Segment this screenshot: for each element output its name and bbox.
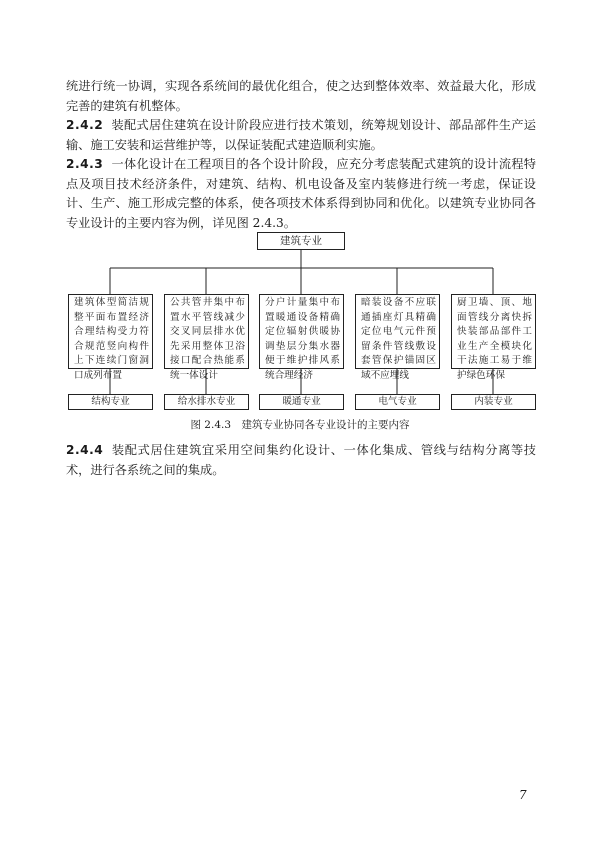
electrical-label-box: 电气专业	[355, 394, 440, 410]
plumbing-label-box: 给水排水专业	[164, 394, 249, 410]
electrical-content-box: 暗装设备不应联通插座灯具精确定位电气元件预留条件管线敷设套管保护锚固区域不应埋线	[355, 294, 440, 369]
paragraph-2-4-4	[66, 441, 536, 480]
clause-number: 2.4.2	[66, 118, 104, 132]
figure-caption: 图 2.4.3 建筑专业协同各专业设计的主要内容	[190, 419, 410, 431]
top-discipline-box: 建筑专业	[257, 232, 345, 250]
structure-content-box: 建筑体型简洁规整平面布置经济合理结构受力符合规范竖向构件上下连续门窗洞口成列布置	[68, 294, 153, 369]
clause-number: 2.4.3	[66, 157, 104, 171]
structure-label-box: 结构专业	[68, 394, 153, 410]
interior-content-box: 厨卫墙、顶、地面管线分离快拆快装部品部件工业生产全模块化干法施工易于维护绿色环保	[451, 294, 536, 369]
paragraph-text: 装配式居住建筑在设计阶段应进行技术策划，统筹规划设计、部品部件生产运输、施工安装和运营维护等，以保证装配式建造顺利实施。	[66, 118, 536, 152]
hvac-label-box: 暖通专业	[259, 394, 344, 410]
paragraph-text: 一体化设计在工程项目的各个设计阶段，应充分考虑装配式建筑的设计流程特点及项目技术经济条件，对建筑、结构、机电设备及室内装修进行统一考虑，保证设计、生产、施工形成完整的体系，使各项技术体系得到协同和优化。以建筑专业协同各专业设计的主要内容为例，详见图 2.4.3。	[66, 157, 536, 230]
hvac-content-box: 分户计量集中布置暖通设备精确定位辐射供暖协调垫层分集水器便于维护排风系统合理经济	[259, 294, 344, 369]
plumbing-content-box: 公共管井集中布置水平管线减少交叉同层排水优先采用整体卫浴接口配合热能系统一体设计	[164, 294, 249, 369]
clause-number: 2.4.4	[66, 443, 104, 457]
page-number: 7	[519, 788, 527, 802]
paragraph-text: 统进行统一协调，实现各系统间的最优化组合，使之达到整体效率、效益最大化，形成完善的建筑有机整体。	[66, 79, 536, 113]
interior-label-box: 内装专业	[451, 394, 536, 410]
paragraph-text: 装配式居住建筑宜采用空间集约化设计、一体化集成、管线与结构分离等技术，进行各系统之间的集成。	[66, 443, 536, 477]
